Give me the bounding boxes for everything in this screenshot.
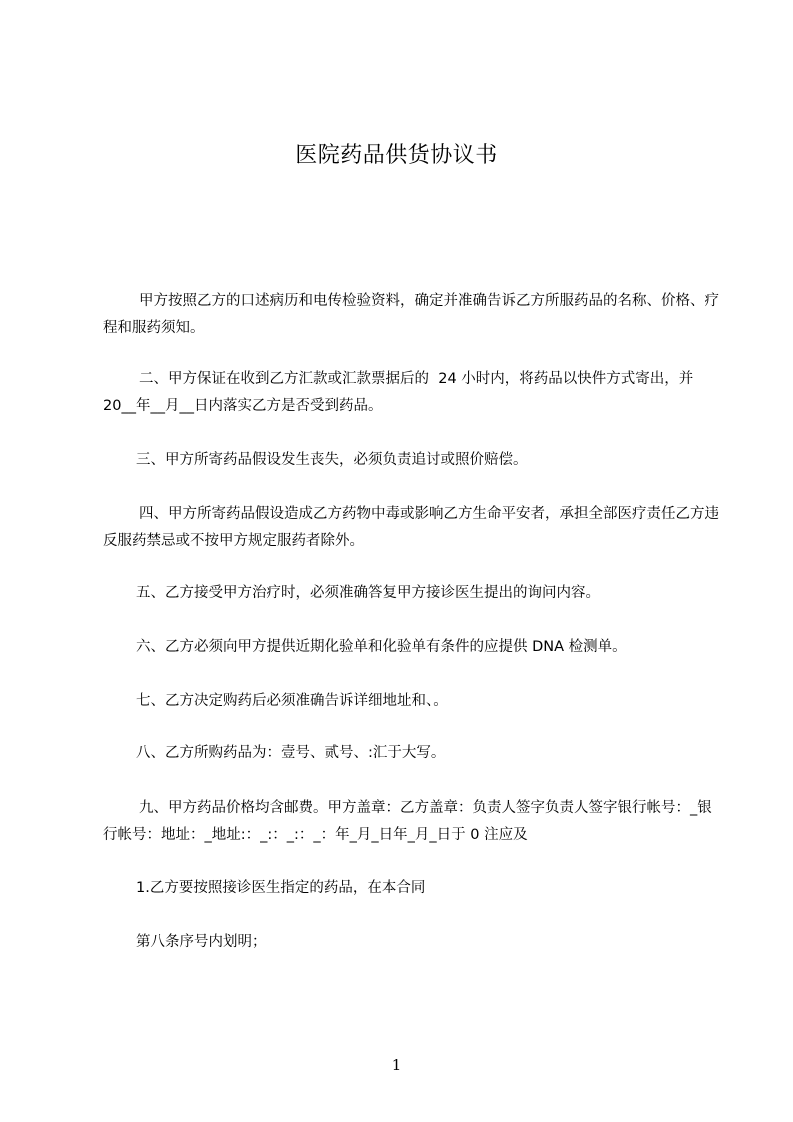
- paragraph-9: 九、甲方药品价格均含邮费。甲方盖章：乙方盖章：负责人签字负责人签字银行帐号：_银行帐号：地址：_地址:：_:：_:：_：年_月_日年_月_日于 0 注应及: [103, 800, 712, 843]
- paragraph-10: 1.乙方要按照接诊医生指定的药品，在本合同: [136, 880, 426, 896]
- paragraph-11: 第八条序号内划明；: [136, 934, 267, 950]
- page-number: 1: [391, 1056, 402, 1074]
- paragraph-8: 八、乙方所购药品为：壹号、贰号、:汇于大写。: [136, 745, 446, 761]
- paragraph-2: 二、甲方保证在收到乙方汇款或汇款票据后的 24 小时内，将药品以快件方式寄出，并 20__年__月__日内落实乙方是否受到药品。: [103, 371, 698, 414]
- paragraph-6: 六、乙方必须向甲方提供近期化验单和化验单有条件的应提供 DNA 检测单。: [136, 639, 627, 655]
- paragraph-5: 五、乙方接受甲方治疗时，必须准确答复甲方接诊医生提出的询问内容。: [136, 585, 600, 601]
- document-title: 医院药品供货协议书: [295, 143, 498, 168]
- paragraph-3: 三、甲方所寄药品假设发生丧失，必须负责追讨或照价赔偿。: [136, 452, 528, 468]
- paragraph-7: 七、乙方决定购药后必须准确告诉详细地址和、。: [136, 693, 448, 709]
- paragraph-1: 甲方按照乙方的口述病历和电传检验资料，确定并准确告诉乙方所服药品的名称、价格、疗程和服药须知。: [103, 293, 719, 336]
- paragraph-4: 四、甲方所寄药品假设造成乙方药物中毒或影响乙方生命平安者，承担全部医疗责任乙方违反服药禁忌或不按甲方规定服药者除外。: [103, 506, 719, 549]
